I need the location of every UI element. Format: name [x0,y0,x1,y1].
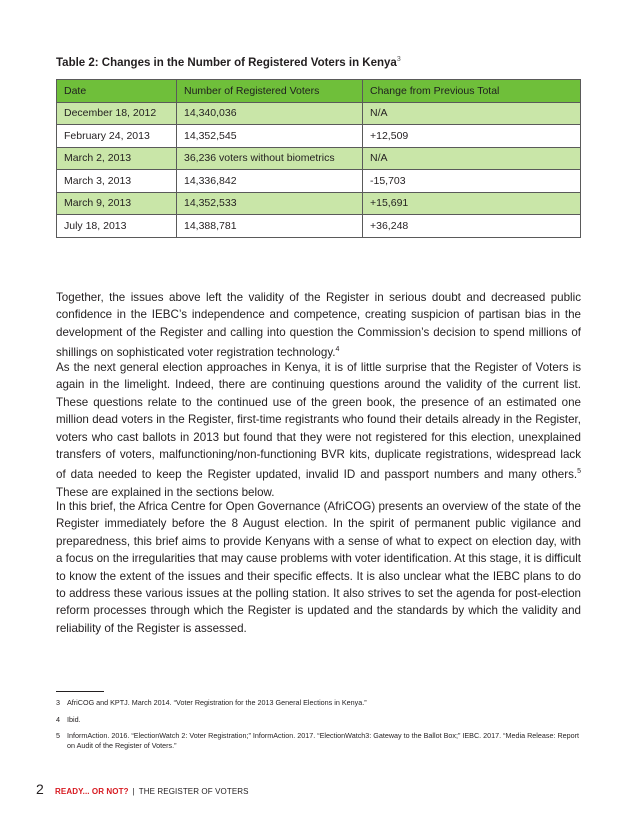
footnote-3 [56,698,581,708]
table-row [57,215,581,238]
registered-voters-table [56,79,581,238]
paragraph-3: In this brief, the Africa Centre for Open Governance (AfriCOG) presents an overview of the state of the Register immediately before the 8 August election. In the spirit of permanent public vigilance and preparedness, this brief aims to provide Kenyans with a sense of what to expect on election day, with a focus on the irregularities that may cause problems with voter identification. At this stage, it is difficult to know the extent of the issues and their specific effects. It is also unclear what the IEBC plans to do to address these various issues at the polling station. It also strives to set the agenda for post-election reform processes through which the Register is updated and the standards by which the validity and reliability of the Register is assessed. [56,500,581,635]
table-row [57,102,581,125]
footnote-5 [56,731,581,751]
paragraph-2: As the next general election approaches in Kenya, it is of little surprise that the Register of Voters is again in the limelight. Indeed, there are continuing questions around the validity of the current list. These questions relate to the continued use of the green book, the presence of an estimated one million dead voters in the Register, first-time registrants who found their details already in the Register, voters who cast ballots in 2013 but found that they were not registered for this election, unexplained transfers of voters, malfunctioning/non-functioning BVR kits, duplicate registrations, widespread lack of data needed to keep the Register updated, invalid ID and passport numbers and many others.$^5$ These are explained in the sections below. [56,361,581,499]
paragraph-1: Together, the issues above left the validity of the Register in serious doubt and decreased public confidence in the IEBC’s independence and competence, creating suspicion of partisan bias in the development of the Register and calling into question the Commission’s decision to spend millions of shillings on sophisticated voter registration technology.$^4$ [56,291,581,360]
table-row [57,147,581,170]
header-date: Date [57,80,177,103]
footnote-ref-4: 4 [335,346,340,354]
table-cell-change: +12,509 [363,125,581,148]
footnote-text: Ibid. [67,715,81,724]
table-cell-voters: 14,352,545 [177,125,363,148]
table-header-row [57,80,581,103]
table-cell-voters: 14,340,036 [177,102,363,125]
footnote-number: 3 [56,698,60,707]
table-cell-date: February 24, 2013 [57,125,177,148]
table-row [57,125,581,148]
table-cell-voters: 14,388,781 [177,215,363,238]
table-cell-change: +15,691 [363,192,581,215]
footnote-divider [56,691,104,692]
table-title-ref: 3 [396,56,401,63]
table-cell-date: March 3, 2013 [57,170,177,193]
table-cell-change: N/A [363,102,581,125]
table-cell-change: -15,703 [363,170,581,193]
header-change: Change from Previous Total [363,80,581,103]
table-cell-date: March 2, 2013 [57,147,177,170]
footnote-4 [56,715,581,725]
table-row [57,170,581,193]
table-cell-voters: 14,336,842 [177,170,363,193]
footnote-text: InformAction. 2016. “ElectionWatch 2: Voter Registration;” InformAction. 2017. “ElectionWatch3: Gateway to the Ballot Box;” IEBC. 2017. “Media Release: Report on Audit of the Register of Voters.” [67,731,580,750]
table-cell-date: March 9, 2013 [57,192,177,215]
table-cell-date: July 18, 2013 [57,215,177,238]
table-row [57,192,581,215]
header-number-of-voters: Number of Registered Voters [177,80,363,103]
footer-section: THE REGISTER OF VOTERS [138,787,249,796]
table-cell-voters: 36,236 voters without biometrics [177,147,363,170]
page-number: 2 [36,781,44,797]
footnote-number: 4 [56,715,60,724]
table-cell-change: N/A [363,147,581,170]
table-cell-voters: 14,352,533 [177,192,363,215]
table-title: Table 2: Changes in the Number of Registered Voters in Kenya$^3$ [56,56,401,69]
running-footer [55,787,249,796]
footer-brand: READY... OR NOT? [55,787,129,796]
table-cell-change: +36,248 [363,215,581,238]
table-cell-date: December 18, 2012 [57,102,177,125]
footnote-text: AfriCOG and KPTJ. March 2014. “Voter Registration for the 2013 General Elections in Kenya.” [67,698,367,707]
footnote-number: 5 [56,731,60,740]
footnote-ref-5: 5 [577,468,581,476]
footer-separator: | [132,787,135,796]
